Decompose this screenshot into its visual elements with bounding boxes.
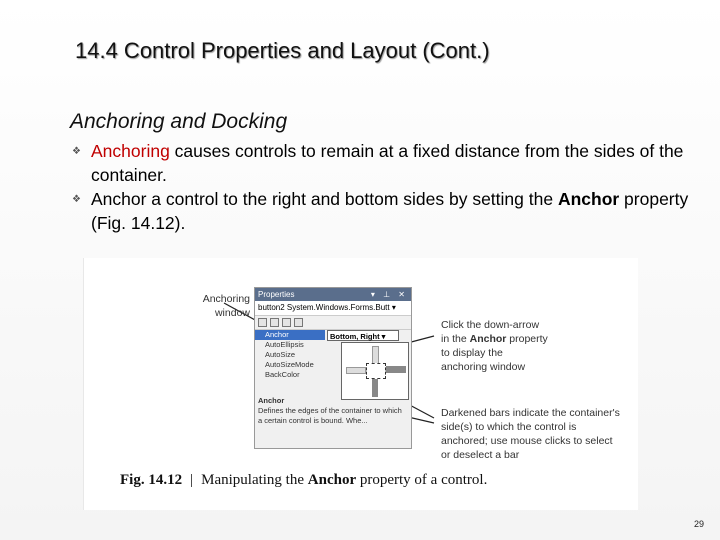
property-row[interactable]: BackColor xyxy=(265,370,300,379)
bullet-text: property (Fig. 14.12). xyxy=(91,189,689,233)
slide-title: 14.4 Control Properties and Layout (Cont.) xyxy=(75,38,490,63)
bullet-icon: ❖ xyxy=(72,146,81,157)
window-controls[interactable]: ▾ ⊥ ✕ xyxy=(370,290,408,299)
property-row[interactable]: AutoSize xyxy=(265,350,296,359)
page-number: 29 xyxy=(693,519,704,529)
property-pages-icon[interactable] xyxy=(294,318,303,327)
anchor-bar-left[interactable] xyxy=(346,367,366,374)
property-row-anchor[interactable]: Anchor xyxy=(255,330,325,340)
properties-header: Properties ▾ ⊥ ✕ xyxy=(255,288,411,301)
bullet-item xyxy=(72,139,712,187)
bullet-list xyxy=(72,139,712,235)
property-description: Anchor Defines the edges of the container to which a certain control is bound. Whe... xyxy=(258,396,402,425)
bullet-text: causes controls to remain at a fixed distance from the sides of the container. xyxy=(91,141,684,185)
alphabetical-icon[interactable] xyxy=(270,318,279,327)
categorized-icon[interactable] xyxy=(258,318,267,327)
events-icon[interactable] xyxy=(282,318,291,327)
annotation-click-arrow: Click the down-arrow in the Anchor property to display the anchoring window xyxy=(441,319,548,373)
bullet-icon: ❖ xyxy=(72,194,81,205)
anchor-value-dropdown[interactable]: Bottom, Right ▾ xyxy=(327,330,399,341)
anchoring-window xyxy=(341,342,409,400)
properties-toolbar xyxy=(255,316,411,330)
section-subheading: Anchoring and Docking xyxy=(70,110,288,133)
control-box xyxy=(366,363,386,379)
properties-window xyxy=(254,287,412,449)
anchor-term: Anchor xyxy=(557,189,620,209)
property-row[interactable]: AutoSizeMode xyxy=(265,360,314,369)
bullet-item xyxy=(72,187,712,235)
figure-caption: Fig. 14.12 | Manipulating the Anchor property of a control. xyxy=(120,472,488,488)
object-selector[interactable]: button2 System.Windows.Forms.Butt ▾ xyxy=(255,301,411,316)
property-list xyxy=(255,330,325,380)
anchor-bar-bottom[interactable] xyxy=(372,379,378,397)
figure-14-12 xyxy=(83,258,638,510)
property-row[interactable]: AutoEllipsis xyxy=(265,340,304,349)
anchoring-term: Anchoring xyxy=(91,141,170,161)
bullet-text: Anchor a control to the right and bottom sides by setting the xyxy=(91,189,558,209)
anchor-bar-top[interactable] xyxy=(372,346,379,364)
annotation-anchoring-window: Anchoring window xyxy=(202,293,250,319)
anchor-bar-right[interactable] xyxy=(386,366,406,373)
annotation-darkened-bars: Darkened bars indicate the container's side(s) to which the control is anchored; use mouse clicks to select or deselect a bar xyxy=(441,407,620,461)
